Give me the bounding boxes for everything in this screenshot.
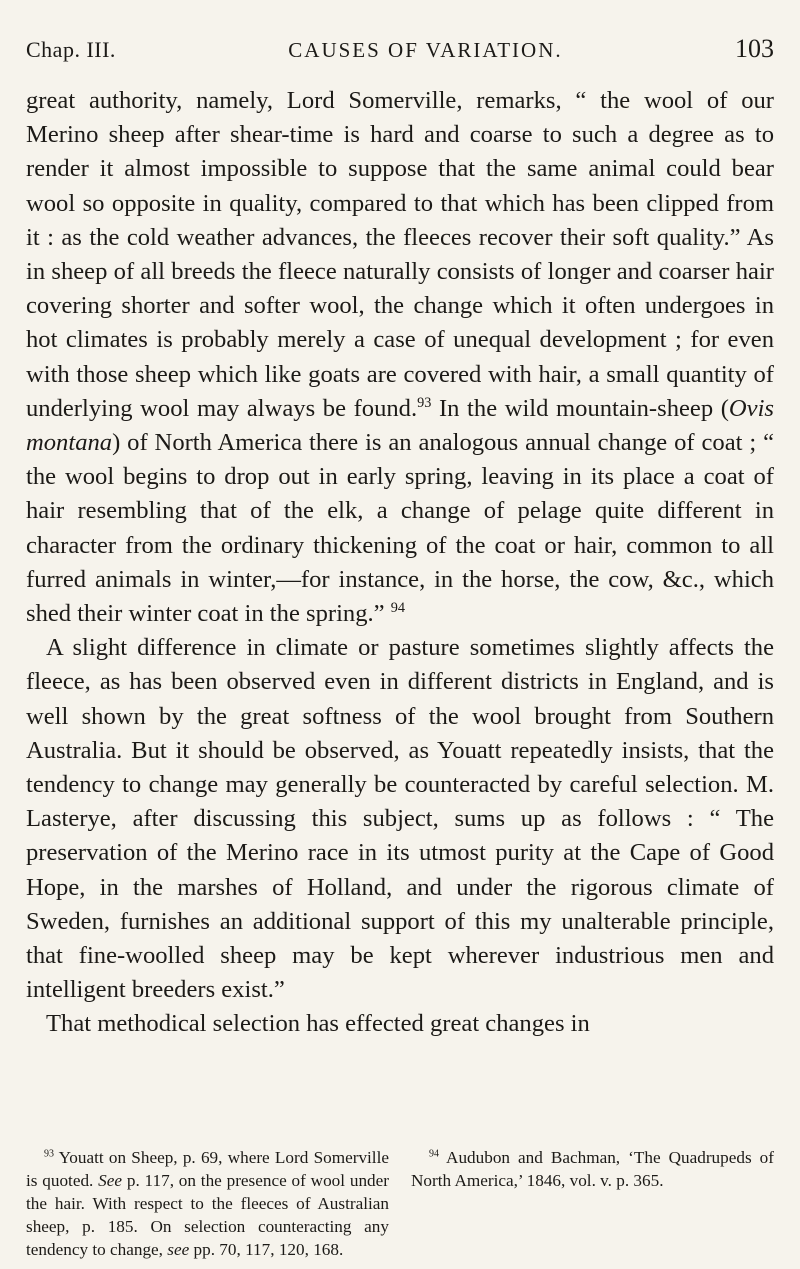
footnote-94-text: Audubon and Bachman, ‘The Quadrupeds of North America,’ 1846, vol. v. p. 365.	[411, 1148, 774, 1190]
footnote-93-text-c: pp. 70, 117, 120, 168.	[189, 1240, 344, 1259]
footnote-93-text-b: p. 117, on the presence of wool under the hair. With respect to the fleeces of Australian sheep, p. 185. On selection counteracting any tendency to change,	[26, 1171, 389, 1259]
footnote-ref-94: 94	[390, 599, 405, 616]
paragraph-2: A slight difference in climate or pasture sometimes slightly affects the fleece, as has been observed even in different districts in England, and is well shown by the great softness of the wool brought from Southern Australia. But it should be observed, as Youatt repeatedly insists, that the tendency to change may generally be counteracted by careful selection. M. Lasterye, after discussing this subject, sums up as follows : “ The preservation of the Merino race in its utmost purity at the Cape of Good Hope, in the marshes of Holland, and under the rigorous climate of Sweden, furnishes an additional support of this my unalterable principle, that fine-woolled sheep may be kept wherever industrious men and intelligent breeders exist.”	[26, 634, 774, 1004]
footnotes	[26, 1146, 774, 1261]
footnote-93-see-2: see	[167, 1240, 190, 1259]
footnote-93-text-a: Youatt on Sheep, p. 69, where Lord Somerville is quoted.	[26, 1148, 389, 1190]
footnote-column-left	[26, 1146, 389, 1261]
footnote-93-see: See	[98, 1171, 123, 1190]
paragraph-1	[26, 84, 774, 631]
chapter-label: Chap. III.	[26, 37, 116, 62]
latin-name: Ovis montana	[26, 394, 775, 457]
footnote-93	[26, 1146, 389, 1261]
footnote-93-mark: 93	[44, 1148, 54, 1160]
footnote-94	[411, 1146, 774, 1192]
p1-text-b: In the wild mountain-sheep (	[431, 394, 729, 422]
footnote-ref-93: 93	[417, 394, 432, 411]
p1-text-a: great authority, namely, Lord Somerville, remarks, “ the wool of our Merino sheep after shear-time is hard and coarse to such a degree as to render it almost impossible to suppose that the same animal could bear wool so opposite in quality, compared to that which has been clipped from it : as the cold weather advances, the fleeces recover their soft quality.” As in sheep of all breeds the fleece naturally consists of longer and coarser hair covering shorter and softer wool, the change which it often undergoes in hot climates is probably merely a case of unequal development ; for even with those sheep which like goats are covered with hair, a small quantity of underlying wool may always be found.	[26, 87, 774, 422]
p1-text-c: ) of North America there is an analogous annual change of coat ; “ the wool begins to drop out in early spring, leaving in its place a coat of hair resembling that of the elk, a change of pelage quite different in character from the ordinary thickening of the coat or hair, common to all furred animals in winter,—for instance, in the horse, the cow, &c., which shed their winter coat in the spring.”	[26, 429, 774, 628]
running-head	[26, 34, 774, 64]
running-title: CAUSES OF VARIATION.	[288, 38, 563, 62]
body-text	[26, 84, 774, 1042]
footnote-94-mark: 94	[429, 1148, 439, 1160]
page-number: 103	[735, 34, 774, 63]
footnote-column-right	[411, 1146, 774, 1261]
paragraph-3: That methodical selection has effected great changes in	[46, 1010, 590, 1038]
